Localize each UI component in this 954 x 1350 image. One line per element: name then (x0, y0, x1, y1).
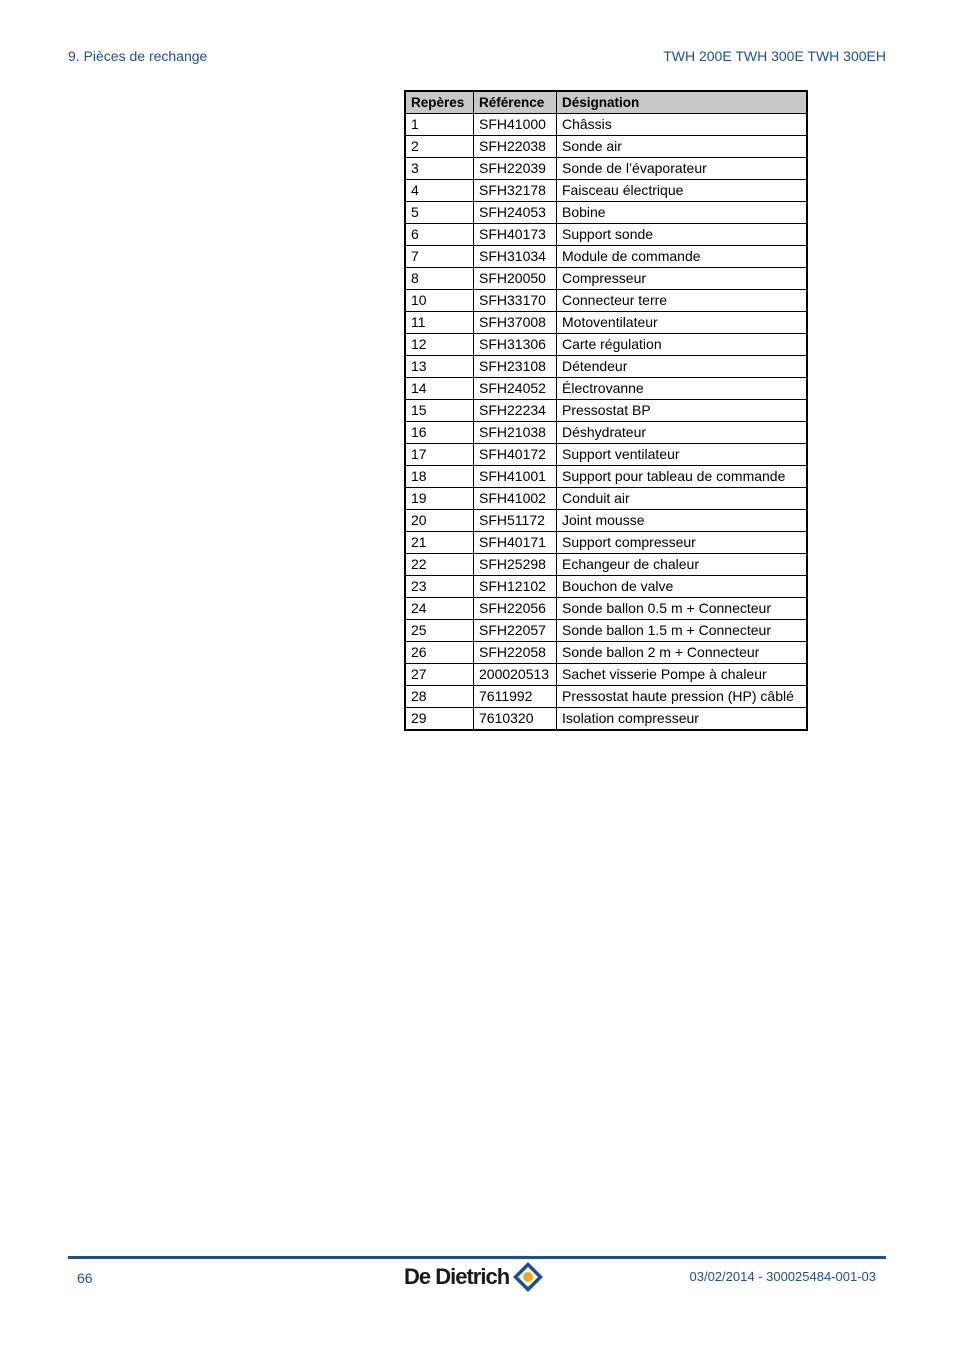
table-row (405, 422, 807, 444)
table-row (405, 532, 807, 554)
cell-repere: 21 (405, 532, 474, 554)
cell-designation: Châssis (557, 114, 808, 136)
cell-repere: 25 (405, 620, 474, 642)
cell-designation: Pressostat BP (557, 400, 808, 422)
cell-repere: 6 (405, 224, 474, 246)
cell-designation: Connecteur terre (557, 290, 808, 312)
cell-repere: 10 (405, 290, 474, 312)
cell-designation: Support ventilateur (557, 444, 808, 466)
cell-repere: 28 (405, 686, 474, 708)
column-header-reperes: Repères (405, 91, 474, 114)
cell-repere: 19 (405, 488, 474, 510)
model-title: TWH 200E TWH 300E TWH 300EH (663, 48, 886, 64)
table-row (405, 268, 807, 290)
cell-repere: 13 (405, 356, 474, 378)
table-header-row (405, 91, 807, 114)
table-row (405, 334, 807, 356)
cell-designation: Bobine (557, 202, 808, 224)
cell-designation: Bouchon de valve (557, 576, 808, 598)
cell-repere: 15 (405, 400, 474, 422)
cell-designation: Sonde ballon 1.5 m + Connecteur (557, 620, 808, 642)
table-row (405, 378, 807, 400)
table-row (405, 136, 807, 158)
cell-repere: 4 (405, 180, 474, 202)
cell-repere: 1 (405, 114, 474, 136)
table-row (405, 180, 807, 202)
table-row (405, 708, 807, 731)
cell-repere: 12 (405, 334, 474, 356)
cell-designation: Module de commande (557, 246, 808, 268)
cell-reference: SFH22057 (474, 620, 557, 642)
cell-reference: SFH22039 (474, 158, 557, 180)
cell-designation: Conduit air (557, 488, 808, 510)
page-number: 66 (77, 1270, 93, 1286)
table-row (405, 466, 807, 488)
cell-repere: 7 (405, 246, 474, 268)
cell-designation: Carte régulation (557, 334, 808, 356)
column-header-designation: Désignation (557, 91, 808, 114)
cell-repere: 16 (405, 422, 474, 444)
cell-designation: Compresseur (557, 268, 808, 290)
cell-designation: Électrovanne (557, 378, 808, 400)
footer-divider (68, 1256, 886, 1259)
table-row (405, 686, 807, 708)
cell-reference: SFH22038 (474, 136, 557, 158)
cell-reference: SFH22234 (474, 400, 557, 422)
cell-designation: Isolation compresseur (557, 708, 808, 731)
cell-reference: SFH23108 (474, 356, 557, 378)
cell-reference: SFH22058 (474, 642, 557, 664)
cell-designation: Sachet visserie Pompe à chaleur (557, 664, 808, 686)
table-row (405, 554, 807, 576)
cell-repere: 23 (405, 576, 474, 598)
table-row (405, 202, 807, 224)
spare-parts-table (404, 90, 808, 731)
document-reference: 03/02/2014 - 300025484-001-03 (689, 1269, 876, 1284)
table-row (405, 290, 807, 312)
cell-reference: SFH40172 (474, 444, 557, 466)
table-row (405, 510, 807, 532)
cell-repere: 18 (405, 466, 474, 488)
cell-reference: SFH51172 (474, 510, 557, 532)
cell-repere: 8 (405, 268, 474, 290)
cell-designation: Sonde de l’évaporateur (557, 158, 808, 180)
diamond-logo-icon (511, 1260, 545, 1294)
table-row (405, 444, 807, 466)
table-row (405, 356, 807, 378)
table-row (405, 488, 807, 510)
cell-designation: Sonde air (557, 136, 808, 158)
cell-reference: SFH20050 (474, 268, 557, 290)
cell-repere: 3 (405, 158, 474, 180)
cell-designation: Support pour tableau de commande (557, 466, 808, 488)
cell-reference: SFH41001 (474, 466, 557, 488)
cell-reference: SFH31034 (474, 246, 557, 268)
cell-repere: 29 (405, 708, 474, 731)
cell-reference: SFH12102 (474, 576, 557, 598)
cell-repere: 24 (405, 598, 474, 620)
table-row (405, 598, 807, 620)
cell-reference: SFH41002 (474, 488, 557, 510)
table-body (405, 114, 807, 731)
table-row (405, 664, 807, 686)
cell-repere: 14 (405, 378, 474, 400)
cell-repere: 11 (405, 312, 474, 334)
table-row (405, 576, 807, 598)
table-row (405, 246, 807, 268)
cell-reference: SFH31306 (474, 334, 557, 356)
cell-designation: Echangeur de chaleur (557, 554, 808, 576)
cell-reference: 7611992 (474, 686, 557, 708)
cell-reference: SFH32178 (474, 180, 557, 202)
logo-wordmark: De Dietrich (404, 1264, 510, 1289)
cell-repere: 22 (405, 554, 474, 576)
cell-reference: SFH40173 (474, 224, 557, 246)
cell-designation: Support compresseur (557, 532, 808, 554)
cell-reference: SFH24053 (474, 202, 557, 224)
cell-repere: 26 (405, 642, 474, 664)
cell-reference: SFH37008 (474, 312, 557, 334)
cell-designation: Déshydrateur (557, 422, 808, 444)
cell-designation: Détendeur (557, 356, 808, 378)
column-header-reference: Référence (474, 91, 557, 114)
table-row (405, 642, 807, 664)
cell-reference: SFH22056 (474, 598, 557, 620)
cell-repere: 27 (405, 664, 474, 686)
table-row (405, 620, 807, 642)
cell-reference: 7610320 (474, 708, 557, 731)
cell-designation: Pressostat haute pression (HP) câblé (557, 686, 808, 708)
cell-designation: Sonde ballon 2 m + Connecteur (557, 642, 808, 664)
cell-reference: SFH21038 (474, 422, 557, 444)
table-row (405, 224, 807, 246)
cell-reference: 200020513 (474, 664, 557, 686)
cell-designation: Joint mousse (557, 510, 808, 532)
cell-repere: 20 (405, 510, 474, 532)
cell-reference: SFH40171 (474, 532, 557, 554)
cell-designation: Sonde ballon 0.5 m + Connecteur (557, 598, 808, 620)
brand-logo (404, 1260, 545, 1294)
cell-designation: Support sonde (557, 224, 808, 246)
table-row (405, 312, 807, 334)
cell-reference: SFH33170 (474, 290, 557, 312)
cell-reference: SFH41000 (474, 114, 557, 136)
cell-repere: 5 (405, 202, 474, 224)
cell-repere: 2 (405, 136, 474, 158)
table-row (405, 114, 807, 136)
table-row (405, 158, 807, 180)
cell-reference: SFH24052 (474, 378, 557, 400)
cell-reference: SFH25298 (474, 554, 557, 576)
cell-designation: Motoventilateur (557, 312, 808, 334)
table-row (405, 400, 807, 422)
section-title: 9. Pièces de rechange (68, 48, 208, 64)
cell-repere: 17 (405, 444, 474, 466)
cell-designation: Faisceau électrique (557, 180, 808, 202)
